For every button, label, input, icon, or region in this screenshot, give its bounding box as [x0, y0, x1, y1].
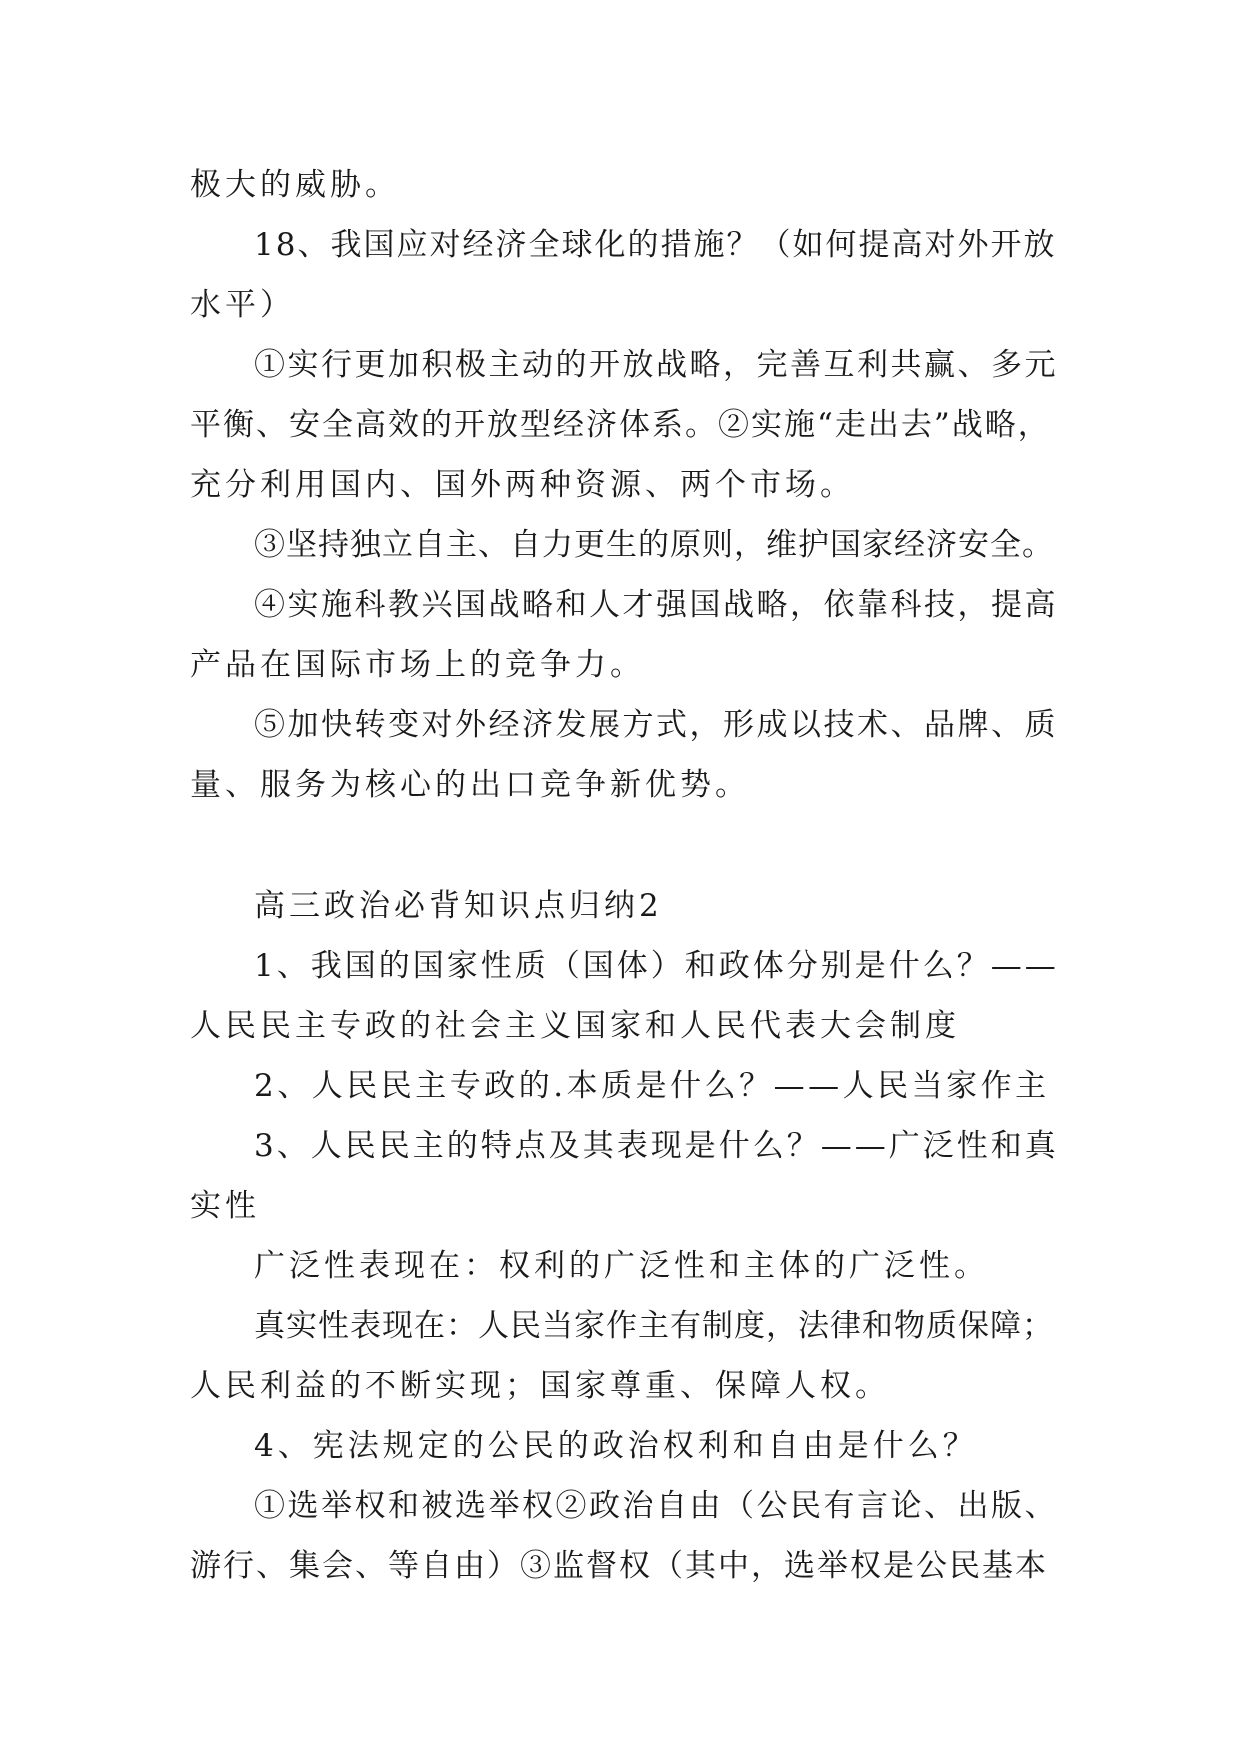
text-line: 真实性表现在：人民当家作主有制度，法律和物质保障； [254, 1308, 1054, 1344]
list-item: ①实行更加积极主动的开放战略，完善互利共赢、多元 [254, 347, 1058, 383]
question-line: 4、宪法规定的公民的政治权利和自由是什么？ [254, 1428, 978, 1464]
list-item: ③坚持独立自主、自力更生的原则，维护国家经济安全。 [254, 527, 1054, 563]
list-item: ①选举权和被选举权②政治自由（公民有言论、出版、 [254, 1488, 1058, 1524]
section-title: 高三政治必背知识点归纳2 [254, 888, 663, 924]
text-line: 游行、集会、等自由）③监督权（其中，选举权是公民基本 [190, 1548, 1048, 1584]
text-line: 实性 [190, 1188, 260, 1224]
text-line: 充分利用国内、国外两种资源、两个市场。 [190, 467, 855, 503]
question-line: 1、我国的国家性质（国体）和政体分别是什么？—— [254, 948, 1059, 984]
text-line: 人民利益的不断实现；国家尊重、保障人权。 [190, 1368, 890, 1404]
text-line: 产品在国际市场上的竞争力。 [190, 647, 645, 683]
text-line: 水平） [190, 287, 295, 323]
list-item: ⑤加快转变对外经济发展方式，形成以技术、品牌、质 [254, 707, 1058, 743]
text-line: 极大的威胁。 [190, 167, 400, 203]
text-line: 人民民主专政的社会主义国家和人民代表大会制度 [190, 1008, 960, 1044]
section-heading: 18、我国应对经济全球化的措施？（如何提高对外开放 [254, 227, 1057, 263]
text-line: 平衡、安全高效的开放型经济体系。②实施“走出去”战略， [190, 407, 1051, 443]
list-item: ④实施科教兴国战略和人才强国战略，依靠科技，提高 [254, 587, 1058, 623]
text-line: 量、服务为核心的出口竞争新优势。 [190, 767, 750, 803]
question-line: 2、人民民主专政的.本质是什么？——人民当家作主 [254, 1068, 1050, 1104]
question-line: 3、人民民主的特点及其表现是什么？——广泛性和真 [254, 1128, 1059, 1164]
text-line: 广泛性表现在：权利的广泛性和主体的广泛性。 [254, 1248, 989, 1284]
